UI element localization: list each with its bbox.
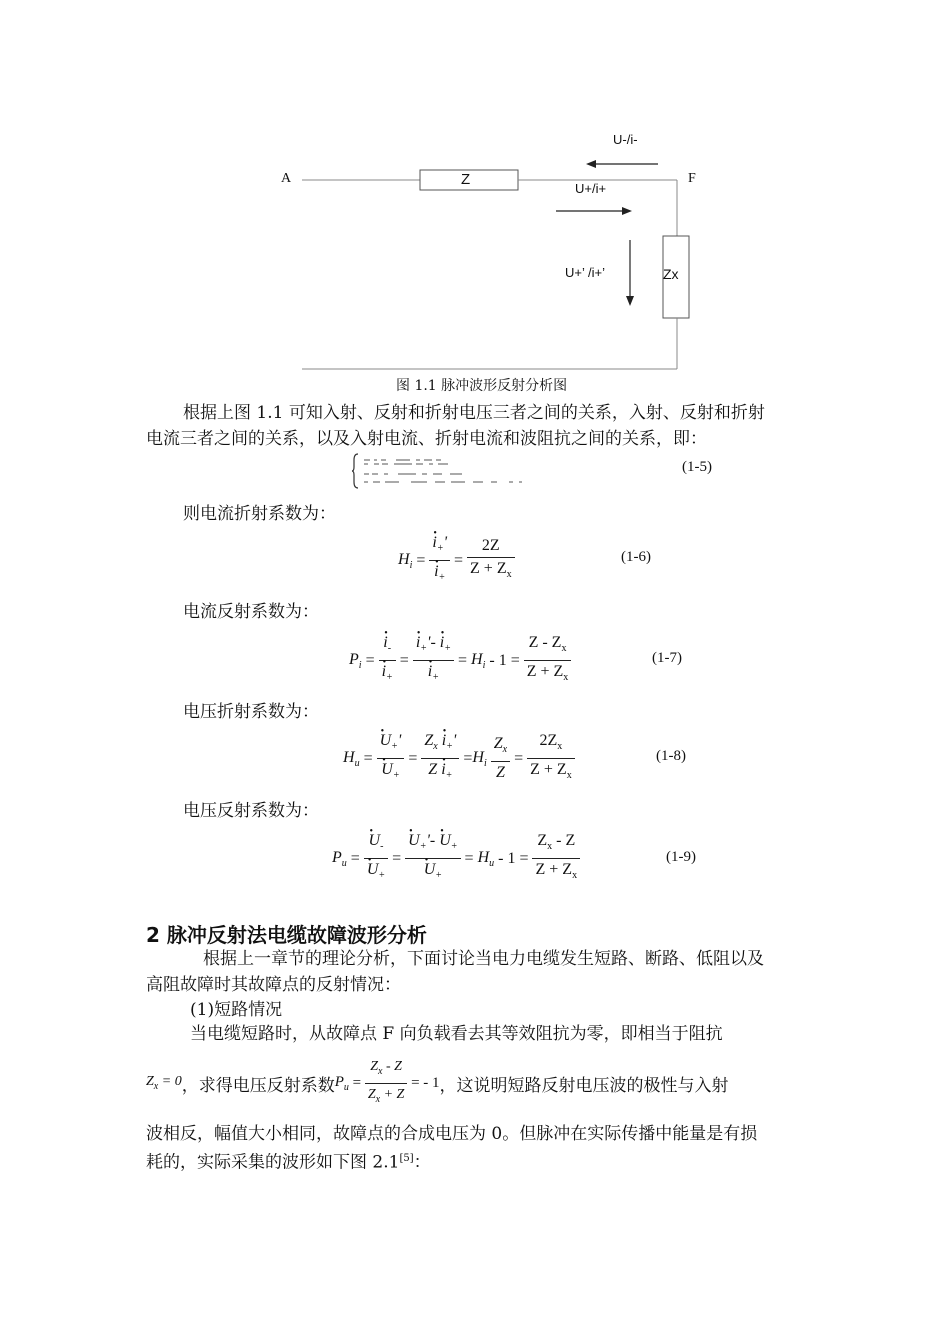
paragraph-line: 当电缆短路时，从故障点 F 向负载看去其等效阻抗为零，即相当于阻抗 (190, 1024, 723, 1044)
incident-arrow-icon (556, 207, 632, 215)
paragraph-line: 根据上一章节的理论分析，下面讨论当电力电缆发生短路、断路、低阻以及 (203, 949, 764, 969)
paragraph-line: 波相反，幅值大小相同，故障点的合成电压为 0。但脉冲在实际传播中能量是有损 (146, 1124, 758, 1144)
paragraph-fragment: ，求得电压反射系数 (181, 1075, 335, 1096)
incident-wave-label: U+/i+ (575, 181, 607, 196)
node-a-label: A (281, 171, 292, 186)
section-heading: 2 脉冲反射法电缆故障波形分析 (146, 923, 427, 947)
impedance-z-label: Z (461, 171, 471, 188)
equation-number: (1-5) (682, 459, 712, 475)
refracted-wave-label: U+’ /i+’ (565, 265, 605, 280)
equation-1-6: $H_i$ = • $i_+'$ • $i_+$ = $\frac{2Z}{Z + Z_x}$ (398, 532, 515, 589)
paragraph-line-with-math: $Z_x = 0$ ，求得电压反射系数 $P_u$ = $\frac{Z_x - Z}{Z_x + Z}$ = - 1 ，这说明短路反射电压波的极性与入射 (146, 1056, 729, 1111)
paragraph-fragment: 耗的，实际采集的波形如下图 2.1 (146, 1152, 400, 1173)
circuit-diagram (270, 120, 710, 380)
equation-number: (1-9) (666, 849, 696, 865)
equation-number: (1-7) (652, 650, 682, 666)
impedance-zx-label: Zx (663, 266, 679, 282)
reflected-arrow-icon (586, 160, 658, 168)
equation-number: (1-8) (656, 748, 686, 764)
equation-1-8: $H_u$ = • $U_+'$ • $U_+$ = $\frac{Z_x • i_+'}{Z • i_+}$ = $H_i$ $\frac{Z_x}{Z}$ = $\frac{2Z_x}{Z + Z_x}$ (343, 730, 575, 787)
paragraph-line-last (146, 1146, 431, 1176)
citation: [5] (399, 1153, 414, 1164)
refracted-arrow-icon (626, 240, 634, 306)
section-label: 电压折射系数为： (183, 702, 319, 722)
equation-1-7: $P_i$ = • $i_-$ • $i_+$ = • $i_+'-$ • $i_+$ • $i_+$ = $H_i$ - 1 = $\frac{Z - Z_x}{Z + Z_x}$ (349, 632, 571, 689)
node-f-label: F (688, 171, 696, 186)
equation-number: (1-6) (621, 549, 651, 565)
paragraph-fragment: ，这说明短路反射电压波的极性与入射 (439, 1075, 729, 1096)
paragraph-line: 根据上图 1.1 可知入射、反射和折射电压三者之间的关系，入射、反射和折射 (183, 403, 765, 423)
section-label: 电压反射系数为： (183, 801, 319, 821)
section-label: 电流反射系数为： (183, 602, 319, 622)
paragraph-fragment: ： (413, 1152, 431, 1173)
reflected-wave-label: U-/i- (613, 132, 638, 147)
section-label: 则电流折射系数为： (183, 504, 336, 524)
paragraph-line: 电流三者之间的关系，以及入射电流、折射电流和波阻抗之间的关系，即： (146, 429, 707, 449)
figure-caption: 图 1.1 脉冲波形反射分析图 (396, 378, 568, 394)
equation-1-5-system (352, 452, 602, 490)
paragraph-line: 高阻故障时其故障点的反射情况： (146, 975, 401, 995)
subsection-heading: (1)短路情况 (190, 1000, 283, 1020)
equation-1-9: $P_u$ = • $U_-$ • $U_+$ = • $U_+'-$ • $U_+$ • $U_+$ = $H_u$ - 1 = $\frac{Z_x - Z}{Z + Z_x}$ (332, 830, 580, 887)
